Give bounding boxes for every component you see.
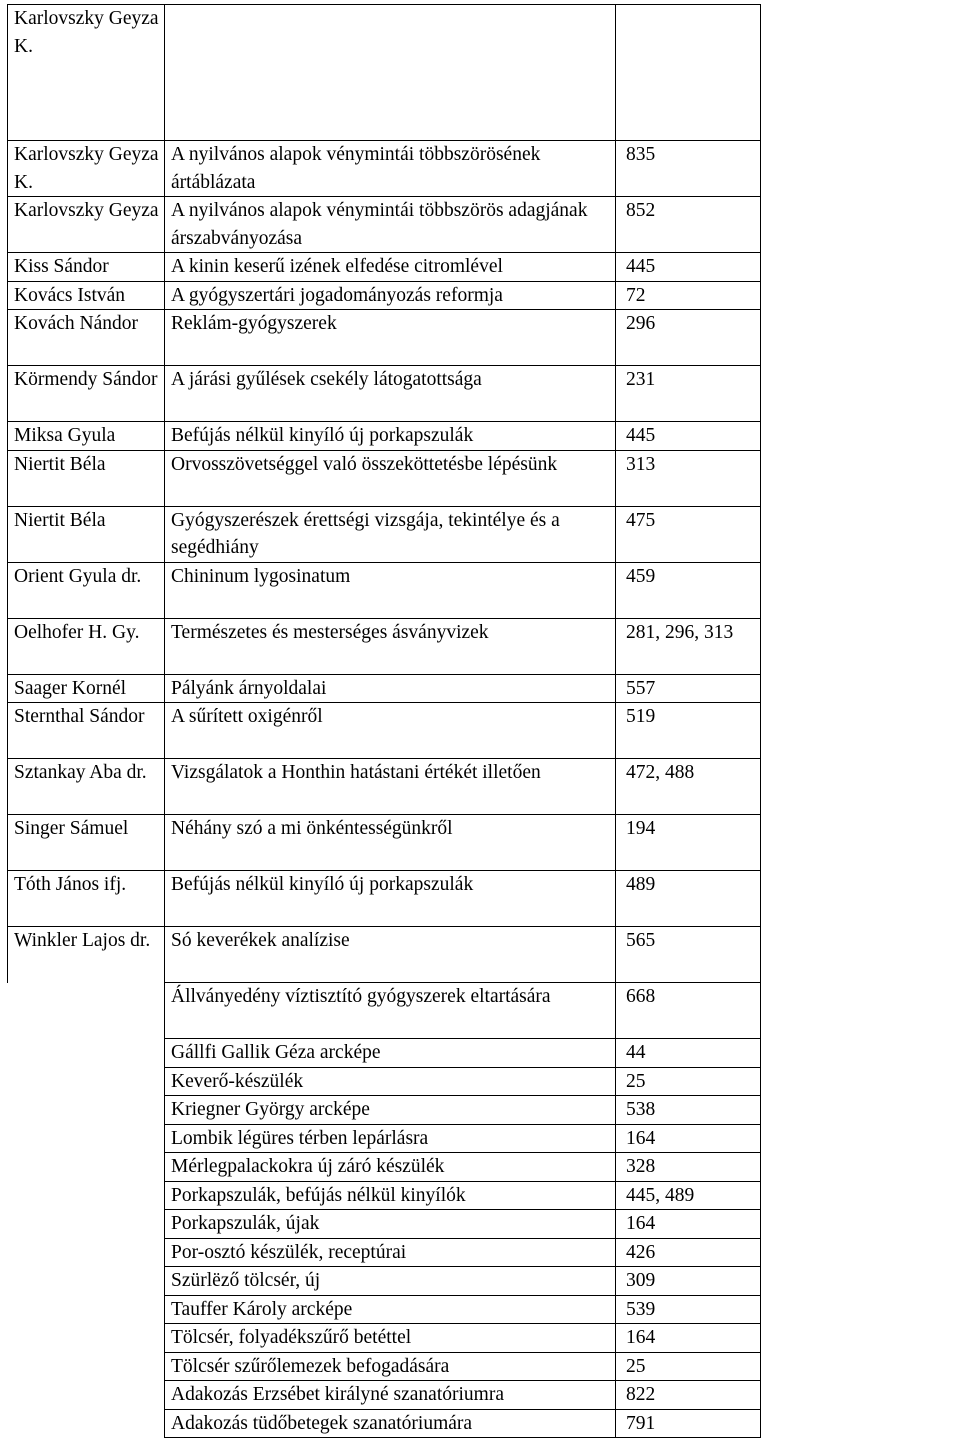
title-cell: Vizsgálatok a Honthin hatástani értékét illetően — [165, 759, 616, 815]
author-cell: Miksa Gyula — [8, 422, 165, 451]
table-row — [8, 1096, 761, 1125]
page-cell: 194 — [616, 815, 761, 871]
page-cell: 791 — [616, 1409, 761, 1438]
title-cell: Természetes és mesterséges ásványvizek — [165, 618, 616, 674]
author-cell — [8, 1295, 165, 1324]
author-cell: Karlovszky Geyza K. — [8, 5, 165, 141]
title-cell: A kinin keserű izének elfedése citromlével — [165, 253, 616, 282]
table-row — [8, 197, 761, 253]
table-row — [8, 1181, 761, 1210]
author-cell: Oelhofer H. Gy. — [8, 618, 165, 674]
author-cell — [8, 1067, 165, 1096]
author-cell — [8, 1381, 165, 1410]
page-cell: 313 — [616, 450, 761, 506]
author-cell: Niertit Béla — [8, 450, 165, 506]
author-cell — [8, 1238, 165, 1267]
title-cell: Lombik légüres térben lepárlásra — [165, 1124, 616, 1153]
page-cell: 538 — [616, 1096, 761, 1125]
page-cell: 426 — [616, 1238, 761, 1267]
title-cell: A nyilvános alapok vénymintái többszörösének ártáblázata — [165, 141, 616, 197]
page-cell: 835 — [616, 141, 761, 197]
table-row — [8, 927, 761, 983]
author-cell: Tóth János ifj. — [8, 871, 165, 927]
author-cell — [8, 983, 165, 1039]
table-row — [8, 759, 761, 815]
table-row — [8, 1067, 761, 1096]
page-cell: 668 — [616, 983, 761, 1039]
page-cell: 164 — [616, 1324, 761, 1353]
title-cell — [165, 5, 616, 141]
title-cell: Tauffer Károly arcképe — [165, 1295, 616, 1324]
page-cell: 519 — [616, 703, 761, 759]
title-cell: Pályánk árnyoldalai — [165, 674, 616, 703]
title-cell: Szürlëző tölcsér, új — [165, 1267, 616, 1296]
title-cell: Tölcsér, folyadékszűrő betéttel — [165, 1324, 616, 1353]
author-cell: Kovács István — [8, 281, 165, 310]
title-cell: Gyógyszerészek érettségi vizsgája, tekintélye és a segédhiány — [165, 506, 616, 562]
table-row — [8, 871, 761, 927]
page-cell: 489 — [616, 871, 761, 927]
author-cell: Sztankay Aba dr. — [8, 759, 165, 815]
author-cell: Orient Gyula dr. — [8, 562, 165, 618]
author-cell — [8, 1153, 165, 1182]
author-cell — [8, 1267, 165, 1296]
page-cell: 309 — [616, 1267, 761, 1296]
author-cell: Karlovszky Geyza — [8, 197, 165, 253]
page-cell: 25 — [616, 1352, 761, 1381]
title-cell: Orvosszövetséggel való összeköttetésbe lépésünk — [165, 450, 616, 506]
page-cell — [616, 5, 761, 141]
page-cell: 296 — [616, 310, 761, 366]
title-cell: A sűrített oxigénről — [165, 703, 616, 759]
author-cell — [8, 1096, 165, 1125]
author-cell — [8, 1039, 165, 1068]
title-cell: A nyilvános alapok vénymintái többszörös adagjának árszabványozása — [165, 197, 616, 253]
title-cell: Adakozás tüdőbetegek szanatóriumára — [165, 1409, 616, 1438]
table-row — [8, 1238, 761, 1267]
author-cell: Sternthal Sándor — [8, 703, 165, 759]
title-cell: Néhány szó a mi önkéntességünkről — [165, 815, 616, 871]
page-cell: 445 — [616, 422, 761, 451]
table-row — [8, 815, 761, 871]
page-cell: 539 — [616, 1295, 761, 1324]
title-cell: Befújás nélkül kinyíló új porkapszulák — [165, 422, 616, 451]
table-row — [8, 674, 761, 703]
table-row — [8, 1352, 761, 1381]
table-row — [8, 1381, 761, 1410]
page-cell: 445 — [616, 253, 761, 282]
author-cell — [8, 1352, 165, 1381]
author-cell: Niertit Béla — [8, 506, 165, 562]
title-cell: Kriegner György arcképe — [165, 1096, 616, 1125]
page-cell: 281, 296, 313 — [616, 618, 761, 674]
title-cell: Reklám-gyógyszerek — [165, 310, 616, 366]
title-cell: Keverő-készülék — [165, 1067, 616, 1096]
table-row — [8, 253, 761, 282]
author-cell: Karlovszky Geyza K. — [8, 141, 165, 197]
title-cell: A járási gyűlések csekély látogatottsága — [165, 366, 616, 422]
page-cell: 475 — [616, 506, 761, 562]
table-row — [8, 422, 761, 451]
title-cell: Tölcsér szűrőlemezek befogadására — [165, 1352, 616, 1381]
page-cell: 472, 488 — [616, 759, 761, 815]
page-cell: 822 — [616, 1381, 761, 1410]
author-cell: Saager Kornél — [8, 674, 165, 703]
author-cell — [8, 1181, 165, 1210]
table-row — [8, 618, 761, 674]
table-row — [8, 1210, 761, 1239]
page-cell: 25 — [616, 1067, 761, 1096]
table-row — [8, 1267, 761, 1296]
table-row — [8, 506, 761, 562]
page-cell: 164 — [616, 1124, 761, 1153]
title-cell: Befújás nélkül kinyíló új porkapszulák — [165, 871, 616, 927]
author-cell — [8, 1210, 165, 1239]
page-cell: 557 — [616, 674, 761, 703]
table-row — [8, 983, 761, 1039]
title-cell: Porkapszulák, befújás nélkül kinyílók — [165, 1181, 616, 1210]
title-cell: Mérlegpalackokra új záró készülék — [165, 1153, 616, 1182]
table-row — [8, 1153, 761, 1182]
title-cell: A gyógyszertári jogadományozás reformja — [165, 281, 616, 310]
index-table-body — [8, 5, 761, 1438]
table-row — [8, 1324, 761, 1353]
title-cell: Chininum lygosinatum — [165, 562, 616, 618]
author-cell — [8, 1124, 165, 1153]
author-cell: Körmendy Sándor — [8, 366, 165, 422]
table-row — [8, 562, 761, 618]
author-cell — [8, 1409, 165, 1438]
page-cell: 565 — [616, 927, 761, 983]
title-cell: Porkapszulák, újak — [165, 1210, 616, 1239]
author-cell: Singer Sámuel — [8, 815, 165, 871]
author-cell: Kiss Sándor — [8, 253, 165, 282]
table-row — [8, 1295, 761, 1324]
table-row — [8, 703, 761, 759]
table-row — [8, 141, 761, 197]
author-cell: Kovách Nándor — [8, 310, 165, 366]
title-cell: Adakozás Erzsébet királyné szanatóriumra — [165, 1381, 616, 1410]
page-cell: 164 — [616, 1210, 761, 1239]
author-cell — [8, 1324, 165, 1353]
index-table — [7, 4, 761, 1438]
title-cell: Gállfi Gallik Géza arcképe — [165, 1039, 616, 1068]
page-cell: 231 — [616, 366, 761, 422]
table-row — [8, 281, 761, 310]
table-row — [8, 310, 761, 366]
table-row — [8, 1124, 761, 1153]
page-cell: 328 — [616, 1153, 761, 1182]
table-row — [8, 5, 761, 141]
table-row — [8, 450, 761, 506]
page-cell: 72 — [616, 281, 761, 310]
page-cell: 445, 489 — [616, 1181, 761, 1210]
page-cell: 44 — [616, 1039, 761, 1068]
page-cell: 852 — [616, 197, 761, 253]
author-cell: Winkler Lajos dr. — [8, 927, 165, 983]
table-row — [8, 1409, 761, 1438]
title-cell: Só keverékek analízise — [165, 927, 616, 983]
page-cell: 459 — [616, 562, 761, 618]
title-cell: Állványedény víztisztító gyógyszerek eltartására — [165, 983, 616, 1039]
table-row — [8, 366, 761, 422]
table-row — [8, 1039, 761, 1068]
title-cell: Por-osztó készülék, receptúrai — [165, 1238, 616, 1267]
